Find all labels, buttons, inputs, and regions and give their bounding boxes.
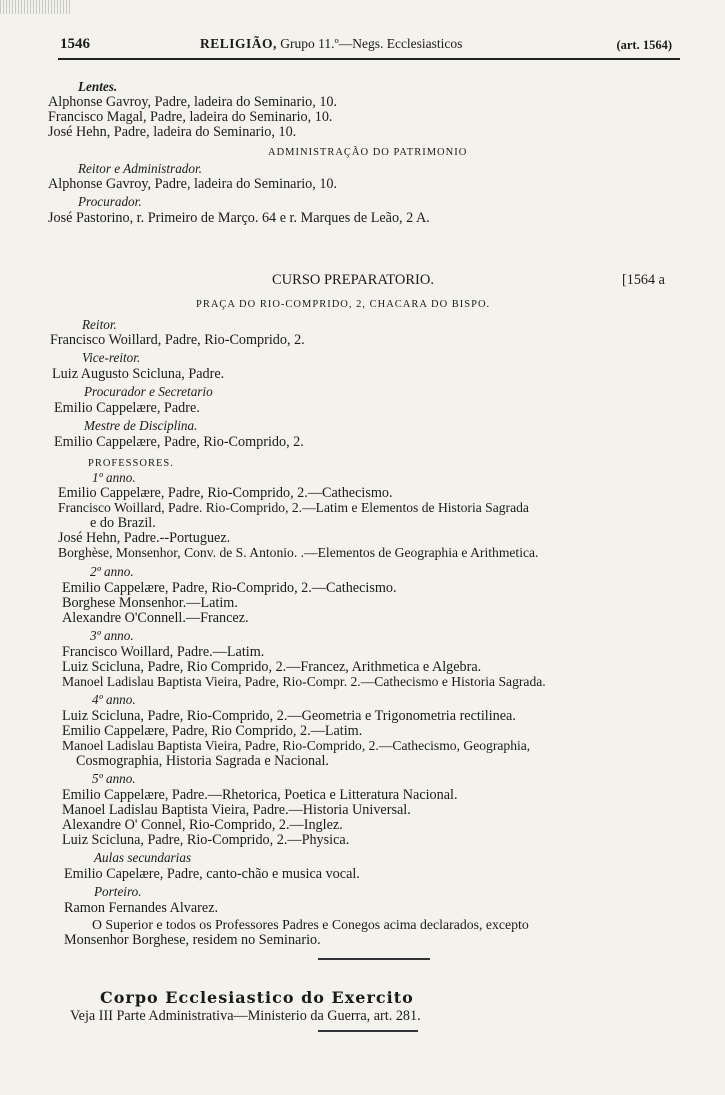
note-line: O Superior e todos os Professores Padres e Conegos acima declarados, excepto xyxy=(92,917,529,932)
professor-entry: Emilio Cappelære, Padre, Rio-Comprido, 2.—Cathecismo. xyxy=(62,580,397,596)
section-divider xyxy=(318,958,430,960)
anno1-heading: 1º anno. xyxy=(92,470,136,485)
professor-entry: Alexandre O'Connell.—Francez. xyxy=(62,610,249,626)
bottom-divider xyxy=(318,1030,418,1032)
professor-entry: Francisco Woillard, Padre. Rio-Comprido, 2.—Latim e Elementos de Historia Sagrada xyxy=(58,500,529,515)
professor-entry: Francisco Woillard, Padre.—Latim. xyxy=(62,644,265,660)
reitor-entry: Francisco Woillard, Padre, Rio-Comprido, 2. xyxy=(50,332,305,348)
porteiro-heading: Porteiro. xyxy=(94,884,142,899)
professor-entry: Manoel Ladislau Baptista Vieira, Padre, Rio-Comprido, 2.—Cathecismo, Geographia, xyxy=(62,738,531,753)
procurador-secretario-entry: Emilio Cappelære, Padre. xyxy=(54,400,200,416)
reitor-admin-entry: Alphonse Gavroy, Padre, ladeira do Seminario, 10. xyxy=(48,176,338,192)
professor-entry: Luiz Scicluna, Padre, Rio Comprido, 2.—Francez, Arithmetica e Algebra. xyxy=(62,659,482,675)
professor-entry: Borghese Monsenhor.—Latim. xyxy=(62,595,238,611)
professor-entry: e do Brazil. xyxy=(90,515,156,531)
scan-noise xyxy=(0,0,70,14)
header-article: (art. 1564) xyxy=(616,38,672,52)
professores-heading: PROFESSORES. xyxy=(88,458,174,469)
note-line: Monsenhor Borghese, residem no Seminario. xyxy=(64,932,321,948)
page-number: 1546 xyxy=(60,36,90,52)
professor-entry: Luiz Scicluna, Padre, Rio-Comprido, 2.—Geometria e Trigonometria rectilinea. xyxy=(62,708,516,724)
professor-entry: Cosmographia, Historia Sagrada e Nacional. xyxy=(76,753,329,769)
reitor-heading: Reitor. xyxy=(82,317,117,332)
curso-address: PRAÇA DO RIO-COMPRIDO, 2, CHACARA DO BISPO. xyxy=(196,299,491,310)
anno4-heading: 4º anno. xyxy=(92,692,136,707)
professor-entry: Luiz Scicluna, Padre, Rio-Comprido, 2.—Physica. xyxy=(62,832,350,848)
procurador-secretario-heading: Procurador e Secretario xyxy=(84,384,213,399)
curso-number: [1564 a xyxy=(622,272,665,288)
corpo-title: Corpo Ecclesiastico do Exercito xyxy=(100,988,414,1007)
procurador-entry: José Pastorino, r. Primeiro de Março. 64 e r. Marques de Leão, 2 A. xyxy=(48,210,430,226)
aulas-heading: Aulas secundarias xyxy=(94,850,192,865)
corpo-reference: Veja III Parte Administrativa—Ministerio da Guerra, art. 281. xyxy=(70,1008,421,1024)
header-title-bold: RELIGIÃO, xyxy=(200,36,277,51)
professor-entry: Emilio Cappelære, Padre, Rio-Comprido, 2.—Cathecismo. xyxy=(58,485,393,501)
anno3-heading: 3º anno. xyxy=(90,628,134,643)
header-title-rest: Grupo 11.º—Negs. Ecclesiasticos xyxy=(280,36,463,51)
anno2-heading: 2º anno. xyxy=(90,564,134,579)
professor-entry: Borghèse, Monsenhor, Conv. de S. Antonio. .—Elementos de Geographia e Arithmetica. xyxy=(58,545,539,560)
reitor-admin-heading: Reitor e Administrador. xyxy=(78,161,202,176)
curso-title: CURSO PREPARATORIO. xyxy=(272,272,434,288)
professor-entry: Alexandre O' Connel, Rio-Comprido, 2.—Inglez. xyxy=(62,817,343,833)
aulas-entry: Emilio Capelære, Padre, canto-chão e musica vocal. xyxy=(64,866,360,882)
professor-entry: Emilio Cappelære, Padre.—Rhetorica, Poetica e Litteratura Nacional. xyxy=(62,787,458,803)
lentes-heading: Lentes. xyxy=(78,79,118,94)
header-rule xyxy=(58,58,680,60)
admin-title: ADMINISTRAÇÃO DO PATRIMONIO xyxy=(268,147,468,158)
professor-entry: Manoel Ladislau Baptista Vieira, Padre.—Historia Universal. xyxy=(62,802,411,818)
professor-entry: José Hehn, Padre.--Portuguez. xyxy=(58,530,231,546)
professor-entry: Emilio Cappelære, Padre, Rio Comprido, 2.—Latim. xyxy=(62,723,363,739)
procurador-heading: Procurador. xyxy=(78,194,142,209)
vice-entry: Luiz Augusto Scicluna, Padre. xyxy=(52,366,225,382)
vice-heading: Vice-reitor. xyxy=(82,350,141,365)
mestre-heading: Mestre de Disciplina. xyxy=(84,418,198,433)
mestre-entry: Emilio Cappelære, Padre, Rio-Comprido, 2. xyxy=(54,434,304,450)
header-title xyxy=(200,36,462,52)
page-header xyxy=(60,34,680,60)
anno5-heading: 5º anno. xyxy=(92,771,136,786)
porteiro-entry: Ramon Fernandes Alvarez. xyxy=(64,900,219,916)
lente-entry: Francisco Magal, Padre, ladeira do Seminario, 10. xyxy=(48,109,333,125)
professor-entry: Manoel Ladislau Baptista Vieira, Padre, Rio-Compr. 2.—Cathecismo e Historia Sagrada. xyxy=(62,674,546,689)
lente-entry: José Hehn, Padre, ladeira do Seminario, 10. xyxy=(48,124,297,140)
lente-entry: Alphonse Gavroy, Padre, ladeira do Seminario, 10. xyxy=(48,94,338,110)
